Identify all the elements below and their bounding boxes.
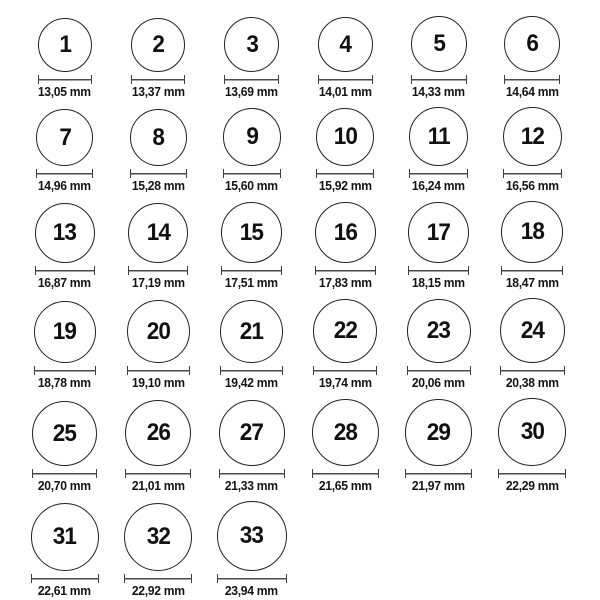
diameter-measure-line	[125, 469, 191, 478]
diameter-measure-line	[408, 266, 469, 275]
diameter-measure-line	[316, 169, 374, 178]
diameter-measure-line	[32, 469, 97, 478]
ring-circle	[313, 299, 377, 363]
ring-size-number: 7	[58, 123, 71, 151]
diameter-label: 17,19 mm	[131, 276, 185, 290]
ring-size-number: 20	[146, 317, 170, 345]
ring-circle	[315, 202, 376, 263]
diameter-measure-line	[223, 169, 281, 178]
ring-size-cell	[299, 17, 393, 99]
ring-size-cell	[299, 399, 393, 493]
ring-size-number: 4	[339, 30, 352, 58]
diameter-label: 22,29 mm	[505, 479, 559, 493]
ring-circle	[38, 18, 92, 72]
diameter-measure-line	[219, 469, 285, 478]
diameter-measure-line	[34, 366, 96, 375]
ring-size-cell	[205, 300, 299, 390]
diameter-measure-line	[130, 169, 187, 178]
ring-size-cell	[18, 109, 112, 193]
diameter-measure-line	[501, 266, 563, 275]
ring-circle	[316, 108, 374, 166]
diameter-label: 19,74 mm	[318, 376, 372, 390]
ring-size-cell	[486, 398, 580, 493]
ring-size-number: 6	[526, 30, 539, 57]
diameter-label: 19,42 mm	[225, 376, 279, 390]
diameter-measure-line	[315, 266, 376, 275]
diameter-label: 16,24 mm	[412, 179, 466, 193]
ring-size-number: 28	[333, 418, 357, 446]
chart-row	[18, 201, 600, 290]
ring-circle	[221, 202, 282, 263]
ring-size-cell	[299, 202, 393, 290]
ring-size-number: 30	[520, 418, 544, 445]
diameter-label: 14,01 mm	[318, 85, 372, 99]
ring-circle	[34, 301, 96, 363]
ring-size-cell	[205, 501, 299, 598]
ring-size-cell	[205, 108, 299, 193]
ring-size-cell	[112, 203, 206, 290]
diameter-measure-line	[224, 75, 279, 84]
ring-circle	[504, 16, 560, 72]
ring-size-number: 11	[427, 122, 450, 150]
chart-row	[18, 298, 600, 390]
ring-circle	[131, 18, 185, 72]
diameter-label: 14,96 mm	[38, 179, 92, 193]
diameter-measure-line	[35, 266, 95, 275]
ring-size-cell	[18, 401, 112, 493]
ring-size-number: 27	[240, 419, 264, 446]
ring-size-cell	[486, 298, 580, 390]
ring-size-cell	[392, 107, 486, 193]
ring-circle	[318, 17, 373, 72]
diameter-measure-line	[498, 469, 566, 478]
diameter-measure-line	[500, 366, 565, 375]
ring-circle	[312, 399, 379, 466]
diameter-measure-line	[128, 266, 188, 275]
ring-size-cell	[112, 300, 206, 390]
ring-size-number: 13	[53, 219, 77, 246]
ring-circle	[223, 108, 281, 166]
diameter-label: 21,33 mm	[225, 479, 279, 493]
ring-size-number: 31	[53, 523, 77, 550]
diameter-label: 16,56 mm	[505, 179, 559, 193]
ring-size-number: 22	[333, 317, 357, 344]
diameter-measure-line	[38, 75, 92, 84]
diameter-measure-line	[217, 574, 287, 583]
ring-circle	[224, 17, 279, 72]
ring-circle	[217, 501, 287, 571]
ring-size-number: 23	[427, 317, 451, 344]
ring-circle	[128, 203, 188, 263]
diameter-label: 13,69 mm	[225, 85, 279, 99]
ring-circle	[407, 299, 471, 363]
diameter-label: 15,28 mm	[131, 179, 185, 193]
ring-size-cell	[486, 16, 580, 99]
diameter-label: 14,33 mm	[412, 85, 466, 99]
diameter-label: 22,61 mm	[38, 584, 92, 598]
ring-circle	[411, 16, 467, 72]
diameter-measure-line	[409, 169, 468, 178]
ring-size-cell	[205, 400, 299, 493]
diameter-label: 21,65 mm	[318, 479, 372, 493]
ring-size-cell	[18, 301, 112, 390]
ring-size-number: 3	[245, 30, 258, 58]
chart-row	[18, 16, 600, 99]
ring-size-cell	[486, 107, 580, 193]
chart-row	[18, 107, 600, 193]
ring-size-number: 25	[53, 419, 77, 447]
ring-size-cell	[299, 108, 393, 193]
diameter-measure-line	[405, 469, 472, 478]
diameter-measure-line	[131, 75, 185, 84]
diameter-measure-line	[127, 366, 190, 375]
ring-size-cell	[392, 399, 486, 493]
diameter-measure-line	[318, 75, 373, 84]
diameter-label: 17,83 mm	[318, 276, 372, 290]
diameter-measure-line	[503, 169, 562, 178]
ring-circle	[36, 109, 93, 166]
ring-size-number: 29	[427, 418, 451, 446]
ring-size-cell	[18, 18, 112, 99]
diameter-label: 18,47 mm	[505, 276, 559, 290]
diameter-measure-line	[220, 366, 283, 375]
ring-size-number: 26	[146, 419, 170, 446]
ring-circle	[409, 107, 468, 166]
ring-circle	[220, 300, 283, 363]
ring-circle	[31, 503, 99, 571]
ring-size-cell	[112, 18, 206, 99]
ring-size-cell	[18, 503, 112, 598]
diameter-label: 20,38 mm	[505, 376, 559, 390]
ring-size-number: 16	[333, 218, 357, 246]
ring-circle	[124, 503, 192, 571]
diameter-label: 19,10 mm	[131, 376, 185, 390]
ring-size-number: 12	[520, 122, 544, 150]
ring-size-cell	[392, 299, 486, 390]
diameter-measure-line	[124, 574, 192, 583]
ring-size-number: 33	[240, 522, 264, 549]
ring-size-number: 9	[245, 123, 258, 150]
ring-size-number: 17	[427, 218, 451, 246]
diameter-label: 21,01 mm	[131, 479, 185, 493]
ring-size-number: 5	[432, 30, 445, 57]
chart-row	[18, 501, 600, 598]
ring-circle	[125, 400, 191, 466]
diameter-label: 15,60 mm	[225, 179, 279, 193]
ring-size-number: 18	[520, 218, 544, 245]
diameter-label: 23,94 mm	[225, 584, 279, 598]
diameter-label: 21,97 mm	[412, 479, 466, 493]
diameter-label: 13,05 mm	[38, 85, 92, 99]
ring-size-cell	[205, 17, 299, 99]
ring-size-cell	[392, 202, 486, 290]
ring-circle	[219, 400, 285, 466]
diameter-label: 14,64 mm	[505, 85, 559, 99]
ring-circle	[130, 109, 187, 166]
diameter-measure-line	[31, 574, 99, 583]
ring-size-number: 14	[146, 219, 170, 246]
chart-row	[18, 398, 600, 493]
ring-circle	[32, 401, 97, 466]
ring-size-cell	[18, 203, 112, 290]
ring-size-cell	[112, 109, 206, 193]
ring-size-number: 1	[58, 31, 71, 58]
diameter-label: 18,78 mm	[38, 376, 92, 390]
ring-size-cell	[112, 503, 206, 598]
ring-size-number: 15	[240, 218, 264, 246]
ring-circle	[127, 300, 190, 363]
diameter-measure-line	[221, 266, 282, 275]
ring-circle	[408, 202, 469, 263]
diameter-label: 20,06 mm	[412, 376, 466, 390]
diameter-measure-line	[312, 469, 379, 478]
ring-size-number: 2	[152, 31, 165, 58]
ring-size-number: 32	[146, 523, 170, 550]
diameter-measure-line	[36, 169, 93, 178]
ring-size-number: 24	[520, 316, 544, 344]
diameter-measure-line	[313, 366, 377, 375]
ring-circle	[498, 398, 566, 466]
ring-circle	[405, 399, 472, 466]
ring-size-cell	[392, 16, 486, 99]
diameter-label: 13,37 mm	[131, 85, 185, 99]
diameter-label: 22,92 mm	[131, 584, 185, 598]
ring-circle	[501, 201, 563, 263]
diameter-measure-line	[407, 366, 471, 375]
diameter-label: 16,87 mm	[38, 276, 92, 290]
diameter-label: 20,70 mm	[38, 479, 92, 493]
ring-size-number: 10	[333, 123, 357, 150]
ring-size-cell	[299, 299, 393, 390]
diameter-label: 18,15 mm	[412, 276, 466, 290]
diameter-measure-line	[504, 75, 560, 84]
ring-circle	[503, 107, 562, 166]
ring-circle	[35, 203, 95, 263]
ring-size-number: 21	[240, 317, 264, 345]
diameter-measure-line	[411, 75, 467, 84]
ring-size-number: 8	[152, 123, 165, 151]
ring-size-cell	[205, 202, 299, 290]
ring-circle	[500, 298, 565, 363]
diameter-label: 17,51 mm	[225, 276, 279, 290]
ring-size-cell	[112, 400, 206, 493]
ring-size-number: 19	[53, 318, 77, 345]
diameter-label: 15,92 mm	[318, 179, 372, 193]
ring-size-cell	[486, 201, 580, 290]
